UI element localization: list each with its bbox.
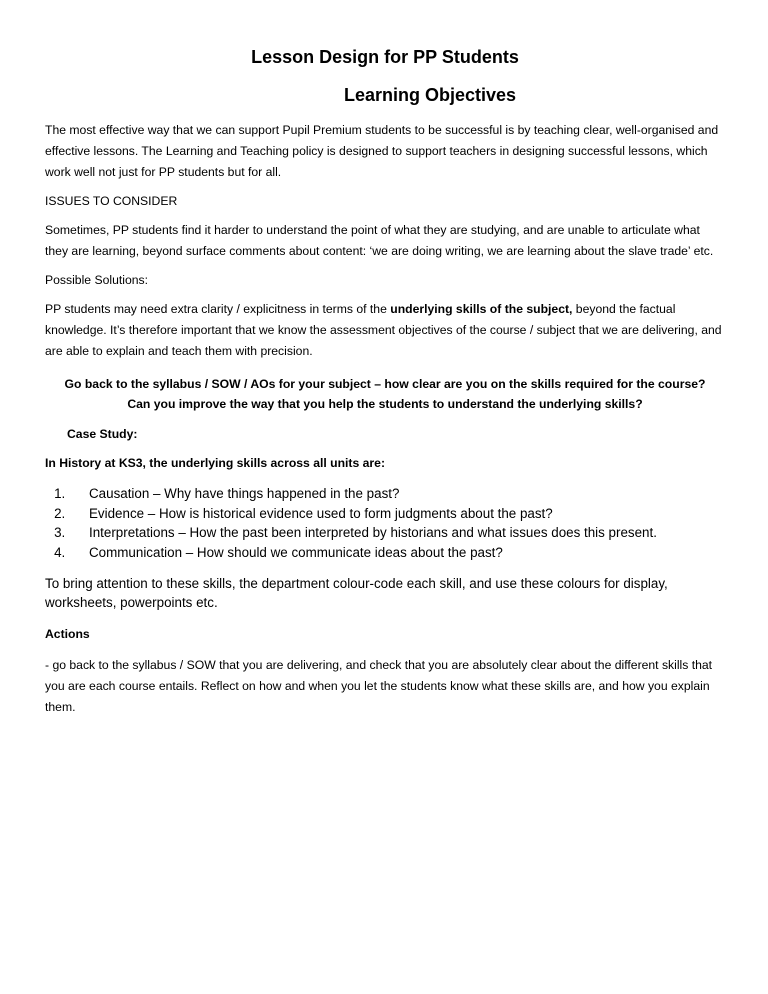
history-heading: In History at KS3, the underlying skills across all units are: <box>45 456 386 470</box>
actions-paragraph: - go back to the syllabus / SOW that you are delivering, and check that you are absolutely clear about the different skills that you are each course entails. Reflect on how and when you let the students know what these skills are, and how you explain them. <box>45 658 713 714</box>
solutions-text-start: PP students may need extra clarity / explicitness in terms of the <box>45 302 391 316</box>
list-item: 4. Communication – How should we communicate ideas about the past? <box>69 543 725 563</box>
callout-line-2: Can you improve the way that you help the students to understand the underlying skills? <box>127 397 643 411</box>
solutions-paragraph <box>45 299 725 362</box>
solutions-text-end: beyond the factual knowledge. It’s therefore important that we know the assessment objectives of the course / subject that we are delivering, and are able to explain and teach them with precision. <box>45 302 722 358</box>
list-item: 1. Causation – Why have things happened in the past? <box>69 484 725 504</box>
solutions-heading: Possible Solutions: <box>45 273 148 287</box>
solutions-text-emphasis: underlying skills of the subject, <box>390 302 573 316</box>
section-title: Learning Objectives <box>343 85 517 105</box>
actions-heading: Actions <box>45 627 90 641</box>
callout-line-1: Go back to the syllabus / SOW / AOs for your subject – how clear are you on the skills required for the course? <box>64 377 706 391</box>
page-title: Lesson Design for PP Students <box>251 47 519 67</box>
issues-paragraph: Sometimes, PP students find it harder to understand the point of what they are studying, and are unable to articulate what they are learning, beyond surface comments about content: ‘we are doing writing, we are learning about the slave trade’ etc. <box>45 223 714 258</box>
skills-list <box>45 484 725 562</box>
document-page <box>45 46 725 718</box>
intro-paragraph: The most effective way that we can support Pupil Premium students to be successful is by teaching clear, well-organised and effective lessons. The Learning and Teaching policy is designed to support teachers in designing successful lessons, which work well not just for PP students but for all. <box>45 123 719 179</box>
list-item: 2. Evidence – How is historical evidence used to form judgments about the past? <box>69 504 725 524</box>
colour-code-paragraph: To bring attention to these skills, the department colour-code each skill, and use these colours for display, worksheets, powerpoints etc. <box>45 576 668 610</box>
list-item: 3. Interpretations – How the past been interpreted by historians and what issues does this present. <box>69 523 725 543</box>
callout-box <box>45 374 725 414</box>
issues-heading: ISSUES TO CONSIDER <box>45 194 178 208</box>
case-study-heading: Case Study: <box>67 427 138 441</box>
